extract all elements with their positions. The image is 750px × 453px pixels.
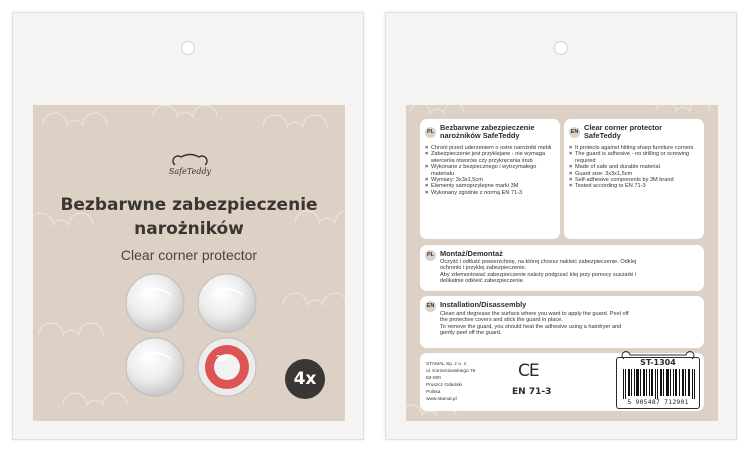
lang-badge-en: EN — [569, 127, 580, 138]
list-item: × Wymiary: 3x3x1,5cm — [425, 177, 557, 183]
company-address — [426, 361, 498, 403]
list-item: × Chroni przed uderzeniem o ostre narożniki mebli — [425, 145, 557, 151]
front-card — [33, 105, 345, 421]
company-country: Polska — [426, 390, 441, 395]
installation-text — [440, 311, 700, 337]
list-item: × Guard size: 3x3x1,5cm — [569, 171, 701, 177]
company-postcode: 83-000 — [426, 376, 441, 381]
description-en-title — [584, 124, 702, 140]
list-item: × Made of safe and durable material — [569, 164, 701, 170]
package-front — [12, 12, 364, 440]
lang-badge-en: EN — [425, 301, 436, 312]
montaz-panel — [420, 245, 704, 291]
lang-badge-pl: PL — [425, 127, 436, 138]
description-pl-list — [425, 145, 557, 196]
list-item: × It protects against hitting sharp furniture corners — [569, 145, 701, 151]
product-title-en: Clear corner protector — [120, 247, 258, 263]
title-pl-line1: Bezbarwne zabezpieczenie — [60, 195, 318, 215]
montaz-line: Aby zdemontować zabezpieczenie należy podgrzać klej przy pomocy suszarki i — [440, 271, 637, 278]
installation-line: Clean and degrease the surface where you want to apply the guard. Peel off — [440, 311, 629, 317]
list-item: × Zabezpieczenie jest przyklejane - nie wymaga wiercenia otworów czy przykręcania śrub — [425, 151, 557, 164]
installation-title: Installation/Disassembly — [440, 300, 527, 309]
installation-line: the protective covers and stick the guard in place. — [440, 317, 563, 324]
barcode-icon — [622, 369, 696, 399]
company-city: Pruszcz Gdański — [426, 383, 462, 388]
hang-hole-back — [554, 41, 568, 55]
description-en-list — [569, 145, 701, 190]
sku-code: ST-1304 — [640, 358, 676, 367]
desc-pl-title-line1: Bezbarwne zabezpieczenie — [440, 123, 535, 132]
desc-en-title-line1: Clear corner protector — [584, 123, 663, 132]
list-item: × Self-adhesive components by 3M brand — [569, 177, 701, 183]
barcode-number: 5 905487 712901 — [627, 399, 689, 406]
lang-badge-pl: PL — [425, 250, 436, 261]
list-item: × Tested according to EN 71-3 — [569, 183, 701, 189]
logo-text: SafeTeddy — [168, 167, 212, 176]
list-item: × Elementy samoprzylepne marki 3M — [425, 183, 557, 189]
norm-label: EN 71-3 — [512, 387, 552, 397]
sku-barcode-box — [616, 357, 700, 409]
description-pl-title — [440, 124, 558, 140]
footer-panel — [420, 353, 704, 411]
installation-line: gently peel off the guard. — [440, 330, 502, 337]
montaz-line: ochronki i przyklej zabezpieczenie. — [440, 265, 527, 272]
company-name: STAMAL Sp. z o. o — [426, 362, 467, 367]
count-badge: 4x — [285, 359, 325, 399]
desc-pl-title-line2: narożników SafeTeddy — [440, 131, 520, 140]
hang-hole-front — [181, 41, 195, 55]
montaz-line: delikatnie odkleić zabezpieczenie. — [440, 278, 525, 285]
installation-panel — [420, 296, 704, 348]
company-web: www.stamal.pl — [426, 397, 457, 402]
product-title-pl — [43, 193, 335, 241]
list-item: × The guard is adhesive - no drilling or screwing required — [569, 151, 701, 164]
description-en-panel — [564, 119, 704, 239]
list-item: × Wykonany zgodnie z normą EN 71-3 — [425, 190, 557, 196]
corner-guards-image — [121, 271, 261, 399]
package-back — [385, 12, 737, 440]
montaz-title: Montaż/Demontaż — [440, 249, 503, 258]
company-street: ul. Korzeniowskiego 76 — [426, 369, 476, 374]
adhesive-3m-label: 3M — [216, 354, 228, 363]
installation-line: To remove the guard, you should heat the adhesive using a hairdryer and — [440, 323, 622, 330]
montaz-line: Oczyść i odtłuść powierzchnię, na której chcesz nakleić zabezpieczenie. Odklej — [440, 259, 637, 265]
ce-mark-icon: CE — [518, 361, 539, 381]
list-item: × Wykonane z bezpiecznego i wytrzymałego materiału — [425, 164, 557, 177]
description-pl-panel — [420, 119, 560, 239]
title-pl-line2: narożników — [134, 219, 244, 239]
back-card — [406, 105, 718, 421]
montaz-text — [440, 259, 700, 285]
teddy-ears-icon — [161, 147, 219, 169]
desc-en-title-line2: SafeTeddy — [584, 131, 621, 140]
safeteddy-logo — [161, 147, 219, 181]
